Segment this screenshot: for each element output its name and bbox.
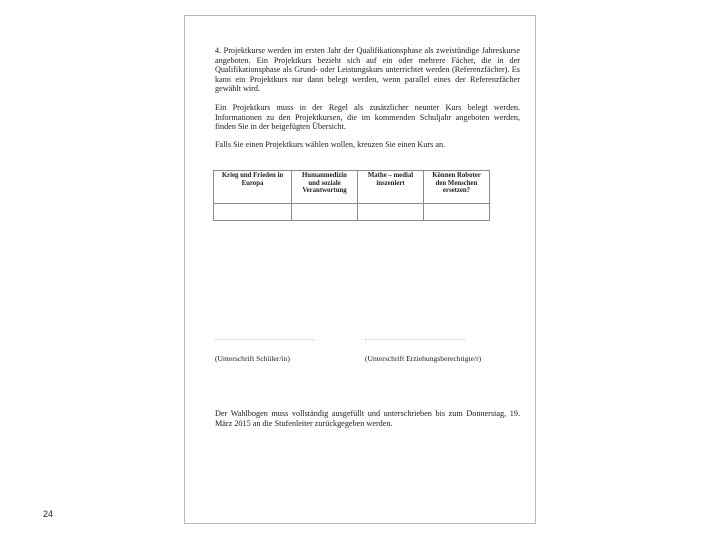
paragraph-instruction: Falls Sie einen Projektkurs wählen wollen, kreuzen Sie einen Kurs an. (215, 140, 446, 149)
course-check-cell[interactable] (214, 204, 292, 221)
course-cell (214, 171, 292, 204)
document-page (184, 15, 536, 524)
course-check-cell[interactable] (424, 204, 490, 221)
course-checkbox-row (214, 204, 490, 221)
paragraph-neunter-kurs: Ein Projektkurs muss in der Regel als zusätzlicher neunter Kurs belegt werden. Informationen zu den Projektkursen, die im kommenden Schuljahr angeboten werden, finden Sie in der beigefügten Übersicht. (215, 103, 520, 132)
signature-line-guardian (365, 339, 465, 340)
course-cell (358, 171, 424, 204)
course-title: Humanmedizin und soziale Verantwortung (302, 172, 347, 195)
signature-label-guardian: (Unterschrift Erziehungsberechtigte/r) (365, 354, 482, 363)
course-title: Können Roboter den Menschen ersetzen? (432, 172, 481, 195)
course-title: Krieg und Frieden in Europa (221, 172, 284, 187)
signature-line-student (215, 339, 315, 340)
paragraph-projektkurse: 4. Projektkurse werden im ersten Jahr der Qualifikationsphase als zweistündige Jahreskurse angeboten. Ein Projektkurs bezieht sich auf ein oder mehrere Fächer, die in der Qualifikationsphase als Grund- oder Leistungskurs unterrichtet werden (Referenzfächer). Es kann ein Projektkurs nur dann belegt werden, wenn parallel eines der Referenzfächer gewählt wird. (215, 46, 520, 94)
course-cell (292, 171, 358, 204)
paragraph-deadline: Der Wahlbogen muss vollständig ausgefüllt und unterschrieben bis zum Donnerstag, 19. März 2015 an die Stufenleiter zurückgegeben werden. (215, 409, 520, 428)
course-title: Mathe – medial inszeniert (367, 172, 414, 187)
course-check-cell[interactable] (292, 204, 358, 221)
slide-page-number: 24 (43, 509, 54, 519)
course-header-row (214, 171, 490, 204)
course-cell (424, 171, 490, 204)
course-choice-table (213, 170, 490, 221)
signature-label-student: (Unterschrift Schüler/in) (215, 354, 290, 363)
course-check-cell[interactable] (358, 204, 424, 221)
